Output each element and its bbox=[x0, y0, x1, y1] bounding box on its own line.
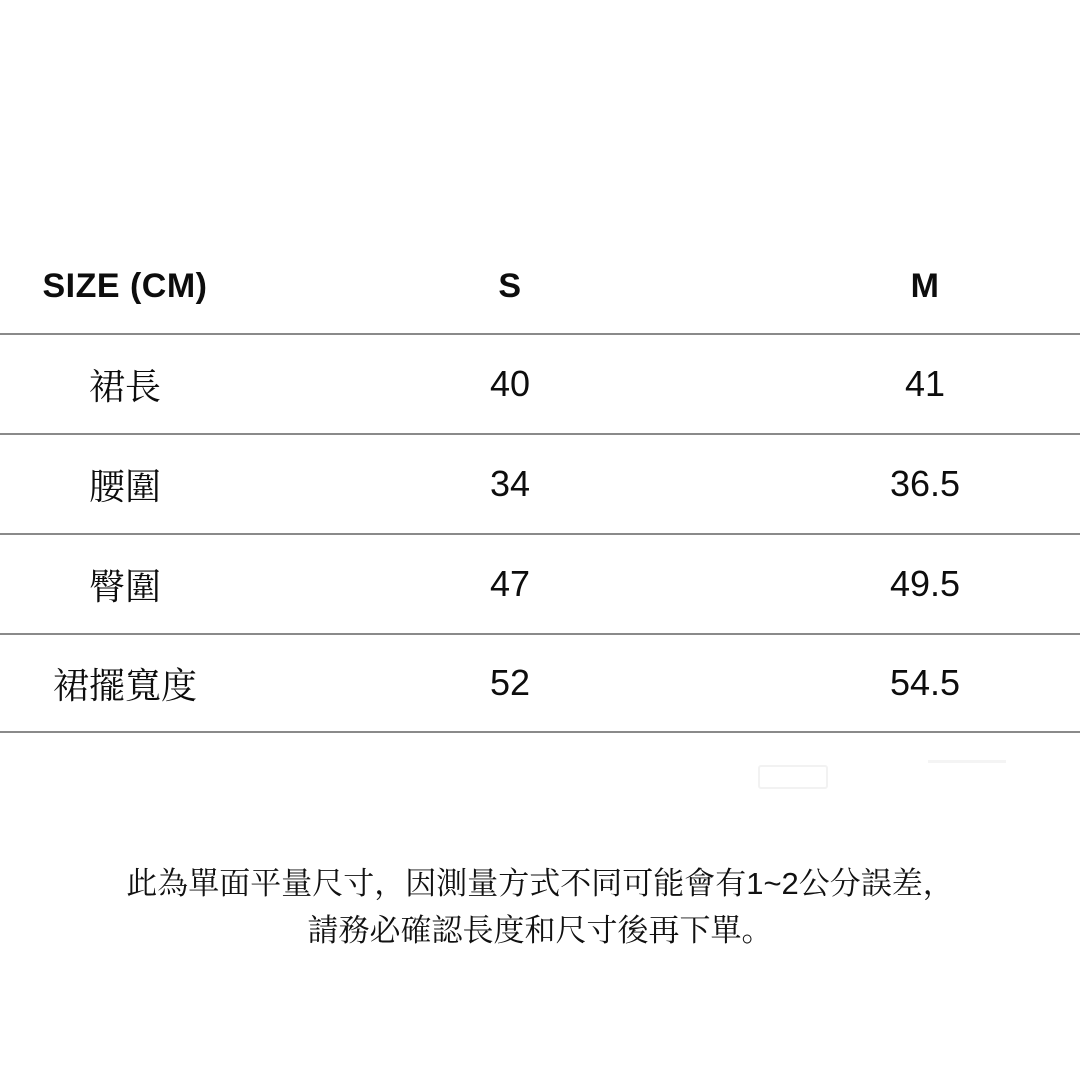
value-hip-s: 47 bbox=[489, 563, 531, 604]
table-row-hip bbox=[0, 535, 1080, 635]
row-label-waist: 腰圍 bbox=[88, 465, 161, 507]
value-hem-width-m: 54.5 bbox=[889, 662, 961, 703]
watermark-artifact bbox=[928, 760, 1006, 777]
row-label-skirt-length: 裙長 bbox=[88, 365, 161, 407]
value-waist-m: 36.5 bbox=[889, 463, 961, 504]
value-skirt-length-m: 41 bbox=[904, 363, 946, 404]
value-hem-width-s: 52 bbox=[489, 662, 531, 703]
column-header-m: M bbox=[910, 267, 940, 305]
size-table bbox=[0, 250, 1080, 733]
table-row-hem-width bbox=[0, 635, 1080, 733]
table-row-waist bbox=[0, 435, 1080, 535]
row-label-hip: 臀圍 bbox=[88, 565, 161, 607]
watermark-artifact bbox=[758, 765, 828, 789]
table-row-skirt-length bbox=[0, 335, 1080, 435]
note-line-1: 此為單面平量尺寸，因測量方式不同可能會有1~2公分誤差， bbox=[126, 866, 954, 901]
value-waist-s: 34 bbox=[489, 463, 531, 504]
size-unit-header: SIZE (CM) bbox=[42, 267, 208, 305]
note-line-2: 請務必確認長度和尺寸後再下單。 bbox=[307, 913, 773, 948]
value-skirt-length-s: 40 bbox=[489, 363, 531, 404]
value-hip-m: 49.5 bbox=[889, 563, 961, 604]
column-header-s: S bbox=[498, 267, 522, 305]
measurement-note bbox=[0, 860, 1080, 954]
size-table-header-row bbox=[0, 250, 1080, 335]
row-label-hem-width: 裙擺寬度 bbox=[52, 664, 197, 706]
